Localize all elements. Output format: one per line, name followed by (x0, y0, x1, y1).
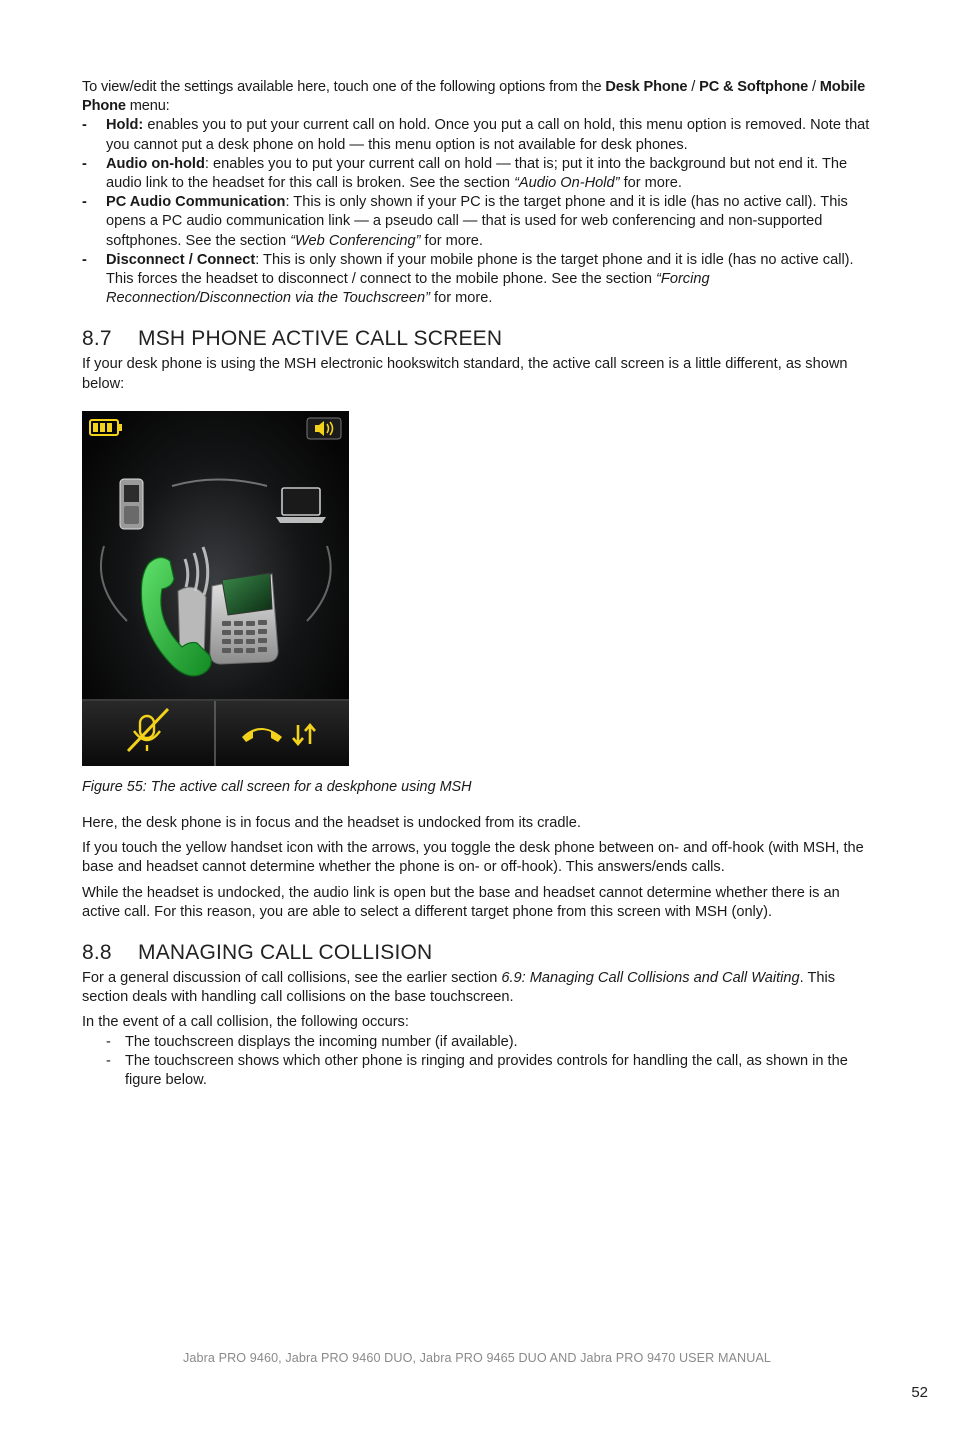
list-item: - Disconnect / Connect: This is only shown if your mobile phone is the target phone and it is idle (has no active call). This forces the headset to disconnect / connect to the mobile phone. See the section “Forcing Reconnection/Disconnection via the Touchscreen” for more. (82, 251, 854, 307)
intro-paragraph: To view/edit the settings available here, touch one of the following options from the Desk Phone / PC & Softphone / Mobile Phone menu: (82, 79, 866, 115)
list-item: - Audio on-hold: enables you to put your current call on hold — that is; put it into the background but not end it. The audio link to the headset for this call is broken. See the section “Audio On-Hold” for more. (82, 155, 848, 192)
page-footer: Jabra PRO 9460, Jabra PRO 9460 DUO, Jabra PRO 9465 DUO AND Jabra PRO 9470 USER MANUAL (182, 1351, 772, 1365)
cross-reference: 6.9: Managing Call Collisions and Call Waiting (501, 970, 800, 987)
page-content (82, 78, 874, 1090)
options-list (82, 116, 874, 308)
list-item: - The touchscreen shows which other phone is ringing and provides controls for handling the call, as shown in the figure below. (106, 1052, 848, 1089)
figure-caption: Figure 55: The active call screen for a deskphone using MSH (82, 778, 472, 795)
figure-active-call-screen (82, 411, 349, 766)
list-item: - The touchscreen displays the incoming number (if available). (106, 1033, 518, 1050)
section-8-7-para-3: While the headset is undocked, the audio link is open but the base and headset cannot determine whether there is an active call. For this reason, you are able to select a different target phone from this screen with MSH (only). (82, 884, 840, 920)
menu-mobile-phone: Mobile Phone (82, 79, 866, 115)
section-8-8-para: In the event of a call collision, the following occurs: (82, 1014, 409, 1031)
menu-pc-softphone: PC & Softphone (699, 79, 809, 95)
speaker-volume-icon[interactable] (307, 418, 341, 439)
mobile-phone-icon[interactable] (120, 479, 143, 529)
section-8-7-para-2: If you touch the yellow handset icon with the arrows, you toggle the desk phone between on- and off-hook (with MSH, the base and headset cannot determine whether the phone is on- or off-hook). This answers/ends calls. (82, 840, 864, 876)
menu-desk-phone: Desk Phone (605, 79, 688, 95)
list-item: - PC Audio Communication: This is only shown if your PC is the target phone and it is idle (has no active call). This opens a PC audio communication link — a pseudo call — that is used for web conferencing and non-supported softphones. See the section “Web Conferencing” for more. (82, 194, 848, 249)
section-heading-8-7: 8.7 MSH PHONE ACTIVE CALL SCREEN (82, 327, 503, 351)
section-8-8-intro: For a general discussion of call collisions, see the earlier section 6.9: Managing Call Collisions and Call Waiting. This section deals with handling call collisions on the base touchscreen. (82, 970, 836, 1006)
section-heading-8-8: 8.8 MANAGING CALL COLLISION (82, 941, 433, 965)
section-8-7-para-1: Here, the desk phone is in focus and the headset is undocked from its cradle. (82, 815, 581, 832)
section-8-7-intro: If your desk phone is using the MSH electronic hookswitch standard, the active call screen is a little different, as shown below: (82, 356, 848, 392)
laptop-icon[interactable] (276, 488, 326, 523)
page-number: 52 (911, 1384, 928, 1401)
collision-list (82, 1033, 874, 1091)
touchscreen-illustration (82, 411, 349, 766)
list-item: - Hold: enables you to put your current call on hold. Once you put a call on hold, this menu option is removed. Note that you cannot put a desk phone on hold — this menu option is not available for desk phones. (82, 117, 870, 153)
